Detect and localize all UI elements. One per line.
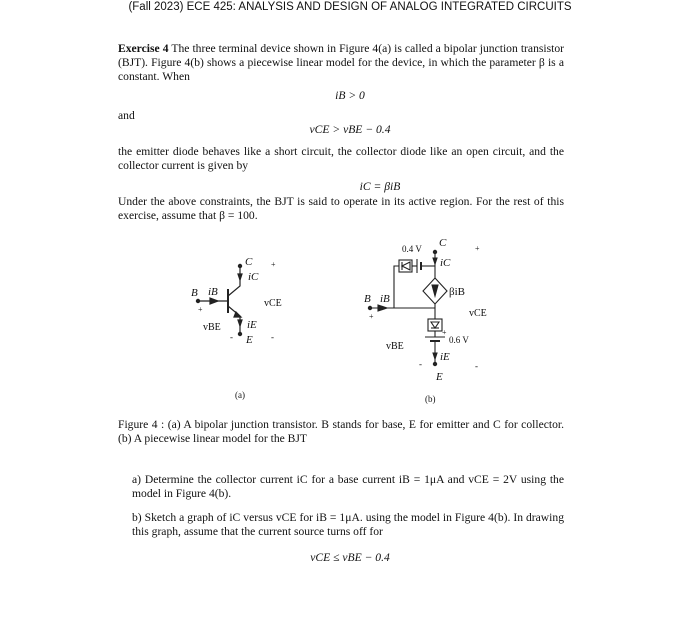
condition-ib: iB > 0 [335,89,365,102]
figure-4b-model [370,252,447,364]
base-terminal-b [368,306,372,310]
label-ib: iB [208,286,218,298]
condition-vce: vCE > vBE − 0.4 [309,123,391,136]
diode-behavior-text: the emitter diode behaves like a short circuit, the collector diode like an open circuit, and the collector current is given by [118,145,564,172]
label-dependent-source: βiB [449,286,465,298]
question-a: a) Determine the collector current iC for a base current iB = 1μA and vCE = 2V using the model in Figure 4(b). [132,473,564,500]
plus-sign: + [198,305,203,314]
label-0-4v: 0.4 V [402,244,422,254]
label-vbe: vBE [386,341,404,352]
label-ic: iC [248,271,259,283]
question-b-equation: vCE ≤ vBE − 0.4 [310,551,390,564]
label-e: E [246,334,253,346]
plus-sign: + [271,260,276,269]
subfigure-a-caption: (a) [235,390,245,400]
label-ie: iE [247,319,257,331]
intro-text: The three terminal device shown in Figure 4(a) is called a bipolar junction transistor (BJT). Figure 4(b) shows a piecewise linear model for the device, in which the parameter β is a constant. When [118,42,564,83]
emitter-terminal-a [238,332,242,336]
label-e: E [436,371,443,383]
label-ie: iE [440,351,450,363]
figure-caption: Figure 4 : (a) A bipolar junction transistor. B stands for base, E for emitter and C for collector. (b) A piecewise linear model for the BJT [118,418,564,445]
plus-sign: + [442,328,447,337]
collector-terminal-b [433,250,437,254]
collector-terminal-a [238,264,242,268]
emitter-terminal-b [433,362,437,366]
plus-sign: + [475,244,480,253]
question-b: b) Sketch a graph of iC versus vCE for iB = 1μA. using the model in Figure 4(b). In drawing this graph, assume that the current source turns off for [132,511,564,538]
label-c: C [439,237,447,249]
minus-sign: - [271,332,274,342]
exercise-label: Exercise 4 [118,42,169,55]
label-ib: iB [380,293,390,305]
base-terminal-a [196,299,200,303]
label-vbe: vBE [203,322,221,333]
active-region-text: Under the above constraints, the BJT is said to operate in its active region. For the rest of this exercise, assume that β = 100. [118,195,564,222]
label-b: B [191,287,198,299]
label-0-6v: 0.6 V [449,335,469,345]
plus-sign: + [369,312,374,321]
minus-sign: - [230,332,233,342]
and-text: and [118,109,135,122]
minus-sign: - [475,361,478,371]
label-vce: vCE [264,298,282,309]
document-header: (Fall 2023) ECE 425: ANALYSIS AND DESIGN OF ANALOG INTEGRATED CIRCUITS [128,1,572,13]
label-vce: vCE [469,308,487,319]
label-b: B [364,293,371,305]
label-c: C [245,256,253,268]
label-ic: iC [440,257,451,269]
subfigure-b-caption: (b) [425,394,436,404]
equation-ic: iC = βiB [359,180,401,193]
minus-sign: - [419,359,422,369]
